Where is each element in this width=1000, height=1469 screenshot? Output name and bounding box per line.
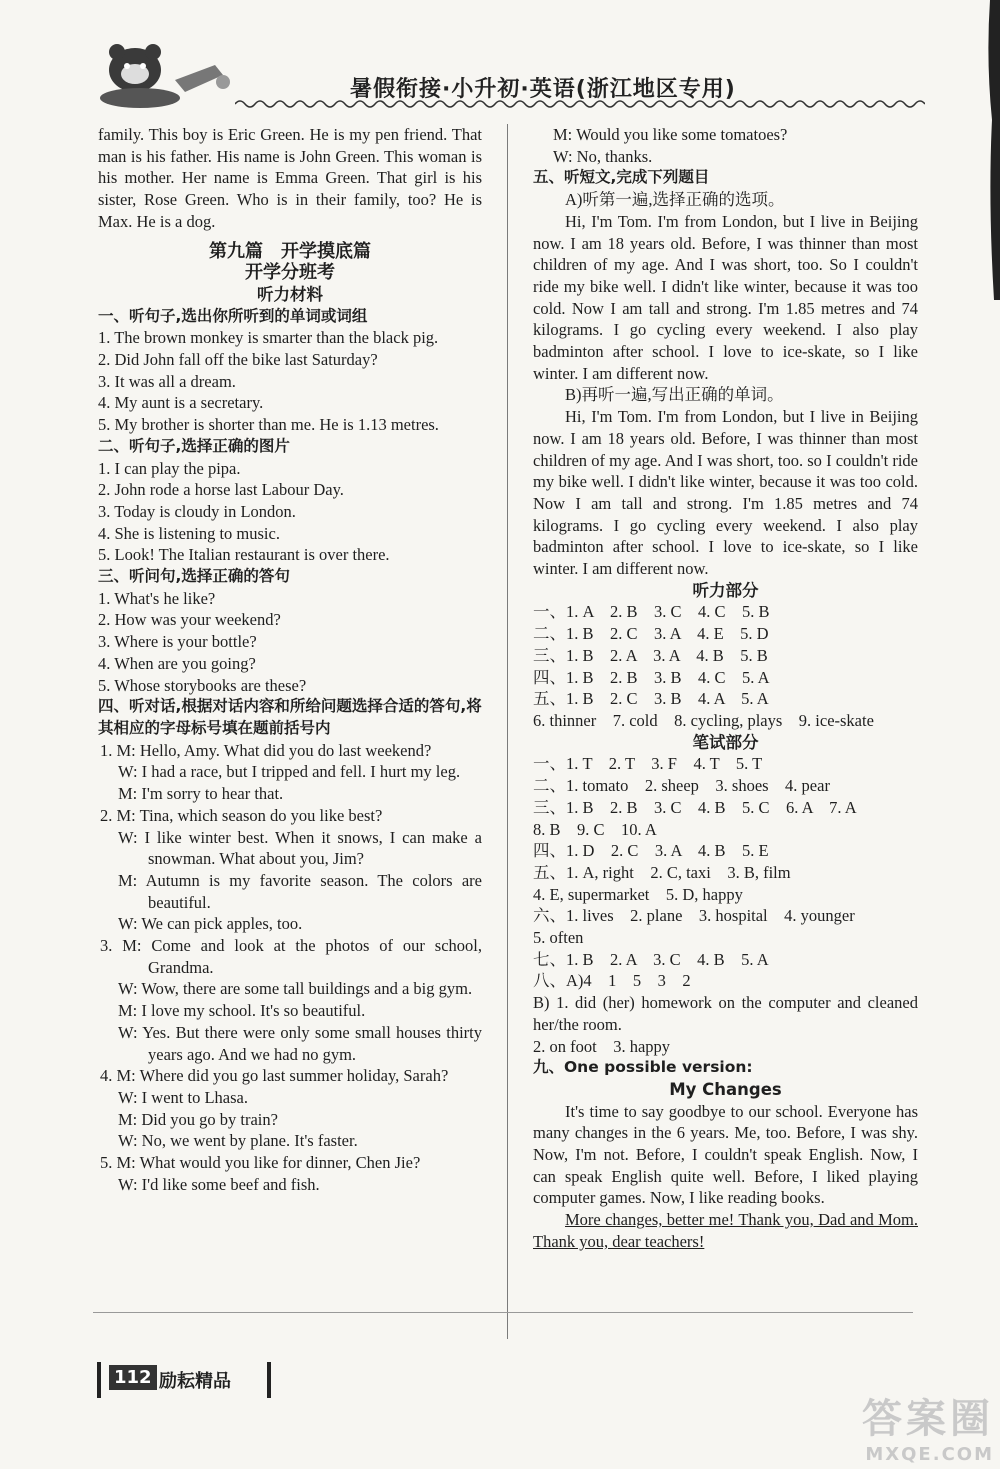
essay-paragraph-1: It's time to say goodbye to our school. Everyone has many changes in the 6 years. Me, too. Before, I was shy. Now, I'm not. Before, I couldn't speak English. Now, I can speak English quite well. Before, I liked playing computer games. Now, I like reading books. xyxy=(533,1101,918,1208)
answer-line: 七、1. B 2. A 3. C 4. B 5. A xyxy=(533,949,769,969)
list-item: 5. Look! The Italian restaurant is over there. xyxy=(98,545,390,565)
list-item: 4. When are you going? xyxy=(98,653,256,673)
section-5-heading: 五、听短文,完成下列题目 xyxy=(533,168,710,187)
passage-b: Hi, I'm Tom. I'm from London, but I live in Beijing now. I am 18 years old. Before, I was thinner than most children of my age. And I was short, too. so I couldn't ride my bike well. I didn't like winter, because it was too cold. Now I am tall and strong. I'm 1.85 metres and 74 kilograms. I go cycling every weekend. I also play badminton after school. I love to ice-skate, so I like winter. I am different now. xyxy=(533,407,918,579)
listening-answers xyxy=(533,601,918,731)
listening-answers-title: 听力部分 xyxy=(692,580,759,600)
dialogue-line: M: Would you like some tomatoes? xyxy=(553,125,788,144)
section-4-heading: 四、听对话,根据对话内容和所给问题选择合适的答句,将其相应的字母标号填在题前括号内 xyxy=(98,697,482,737)
list-item: 4. My aunt is a secretary. xyxy=(98,393,264,413)
watermark-main: 答案圈 xyxy=(862,1396,994,1442)
answer-line: 6. thinner 7. cold 8. cycling, plays 9. ice-skate xyxy=(533,710,874,730)
intro-paragraph: family. This boy is Eric Green. He is my pen friend. That man is his father. His name is John Green. This woman is his mother. Her name is Emma Green. That girl is his sister, Rose Green. Who is in their family, too? He is Max. He is a dog. xyxy=(98,125,482,231)
dialogue-line: W: I had a race, but I tripped and fell. I hurt my leg. xyxy=(118,762,461,782)
exam-title: 开学分班考 xyxy=(245,262,335,284)
dialogue-line: 1. M: Hello, Amy. What did you do last weekend? xyxy=(100,740,432,760)
dialogue-line: W: No, we went by plane. It's faster. xyxy=(118,1131,358,1151)
dialogue-line: M: Autumn is my favorite season. The colors are beautiful. xyxy=(118,870,482,912)
dialogue-line: M: I love my school. It's so beautiful. xyxy=(118,1001,366,1021)
dialogue-line: 5. M: What would you like for dinner, Chen Jie? xyxy=(100,1153,421,1173)
answer-line: 八、A)4 1 5 3 2 xyxy=(533,971,691,991)
answer-line: 三、1. B 2. B 3. C 4. B 5. C 6. A 7. A xyxy=(533,797,857,817)
list-item: 1. I can play the pipa. xyxy=(98,458,241,478)
page-header xyxy=(95,40,925,115)
column-divider xyxy=(507,124,508,1339)
answer-line: 一、1. A 2. B 3. C 4. C 5. B xyxy=(533,602,770,622)
footer-bar-right xyxy=(267,1362,271,1398)
chapter-title: 第九篇 开学摸底篇 xyxy=(209,240,371,262)
answer-line: 四、1. D 2. C 3. A 4. B 5. E xyxy=(533,841,769,861)
list-item: 3. Today is cloudy in London. xyxy=(98,501,296,521)
section-9-heading: 九、One possible version: xyxy=(533,1058,753,1077)
list-item: 1. What's he like? xyxy=(98,588,216,608)
list-item: 3. Where is your bottle? xyxy=(98,632,257,652)
list-item: 5. My brother is shorter than me. He is 1.13 metres. xyxy=(98,415,439,435)
list-item: 2. John rode a horse last Labour Day. xyxy=(98,480,344,500)
dialogue-line: W: I like winter best. When it snows, I can make a snowman. What about you, Jim? xyxy=(118,827,482,869)
footer-bar-left xyxy=(97,1362,101,1398)
dialogue-line: W: Yes. But there were only some small houses thirty years ago. And we had no gym. xyxy=(118,1022,482,1064)
bear-mascot-icon xyxy=(95,40,245,110)
written-answers xyxy=(533,753,918,1057)
page-footer xyxy=(97,1362,277,1400)
list-item: 5. Whose storybooks are these? xyxy=(98,675,307,695)
list-item: 4. She is listening to music. xyxy=(98,523,280,543)
material-title: 听力材料 xyxy=(257,284,323,304)
dialogue-line: 3. M: Come and look at the photos of our school, Grandma. xyxy=(100,936,482,977)
answer-line: 2. on foot 3. happy xyxy=(533,1036,671,1056)
section-1-list xyxy=(98,327,482,436)
dialogue-line: 4. M: Where did you go last summer holiday, Sarah? xyxy=(100,1066,449,1086)
answer-line: 4. E, supermarket 5. D, happy xyxy=(533,884,743,904)
page-number: 112 xyxy=(109,1365,157,1390)
answer-line: 五、1. B 2. C 3. B 4. A 5. A xyxy=(533,689,769,709)
answer-line: 五、1. A, right 2. C, taxi 3. B, film xyxy=(533,862,791,882)
footer-rule xyxy=(93,1312,913,1313)
dialogue-line: W: Wow, there are some tall buildings and a big gym. xyxy=(118,979,473,999)
dialogue-line: W: I went to Lhasa. xyxy=(118,1087,248,1107)
section-3-heading: 三、听问句,选择正确的答句 xyxy=(98,567,290,586)
list-item: 2. How was your weekend? xyxy=(98,610,281,630)
header-wave-divider xyxy=(235,98,925,110)
dialogue-line: W: We can pick apples, too. xyxy=(118,914,303,934)
part-a-instruction: A)听第一遍,选择正确的选项。 xyxy=(565,190,785,210)
answer-line: 8. B 9. C 10. A xyxy=(533,819,657,839)
dialogue-line: W: I'd like some beef and fish. xyxy=(118,1174,320,1194)
answer-line: B) 1. did (her) homework on the computer and cleaned her/the room. xyxy=(533,993,918,1034)
dialogue-line: M: I'm sorry to hear that. xyxy=(118,784,284,804)
answer-line: 四、1. B 2. B 3. B 4. C 5. A xyxy=(533,667,770,687)
watermark xyxy=(862,1387,994,1465)
section-3-list xyxy=(98,588,482,697)
dialogue-line: M: Did you go by train? xyxy=(118,1109,278,1129)
section-2-heading: 二、听句子,选择正确的图片 xyxy=(98,436,290,455)
list-item: 1. The brown monkey is smarter than the black pig. xyxy=(98,328,439,348)
header-title: 暑假衔接·小升初·英语(浙江地区专用) xyxy=(350,77,736,102)
answer-line: 一、1. T 2. T 3. F 4. T 5. T xyxy=(533,754,763,774)
right-column xyxy=(533,124,918,1253)
page-edge-shadow xyxy=(960,0,1000,300)
passage-a: Hi, I'm Tom. I'm from London, but I live in Beijing now. I am 18 years old. Before, I was thinner than most children of my age. And I was short, too. So I couldn't ride my bike well. I didn't like winter, because it was too cold. Now I am tall and strong. I'm 1.85 metres and 74 kilograms. I go cycling every weekend. I also play badminton after school. I love to ice-skate, so I like winter. I am different now. xyxy=(533,211,918,383)
footer-brand: 励耘精品 xyxy=(159,1371,231,1392)
answer-line: 六、1. lives 2. plane 3. hospital 4. younger xyxy=(533,906,855,926)
watermark-url: MXQE.COM xyxy=(865,1444,994,1465)
essay-paragraph-2: More changes, better me! Thank you, Dad and Mom. Thank you, dear teachers! xyxy=(533,1210,918,1251)
section-2-list xyxy=(98,458,482,567)
section-1-heading: 一、听句子,选出你所听到的单词或词组 xyxy=(98,306,368,325)
dialogue-line: W: No, thanks. xyxy=(553,146,653,166)
essay-title: My Changes xyxy=(669,1079,782,1099)
answer-line: 二、1. B 2. C 3. A 4. E 5. D xyxy=(533,624,769,644)
dialogue-line: 2. M: Tina, which season do you like best? xyxy=(100,805,383,825)
list-item: 3. It was all a dream. xyxy=(98,371,236,391)
part-b-instruction: B)再听一遍,写出正确的单词。 xyxy=(565,385,784,405)
answer-line: 三、1. B 2. A 3. A 4. B 5. B xyxy=(533,645,768,665)
left-column xyxy=(98,124,482,1195)
list-item: 2. Did John fall off the bike last Saturday? xyxy=(98,350,378,370)
answer-line: 二、1. tomato 2. sheep 3. shoes 4. pear xyxy=(533,776,830,796)
answer-line: 5. often xyxy=(533,928,584,948)
written-answers-title: 笔试部分 xyxy=(692,732,759,752)
dialogue-list xyxy=(98,740,482,1196)
